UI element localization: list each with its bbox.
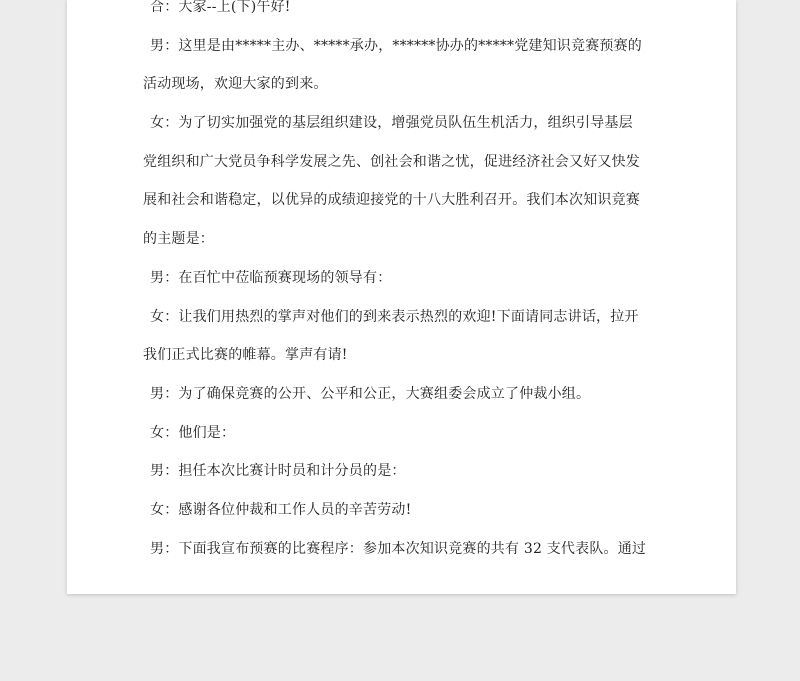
text-line: 我们正式比赛的帷幕。掌声有请!: [143, 347, 348, 364]
document-body: [143, 0, 663, 568]
text-line: 的主题是：: [143, 231, 214, 248]
text-line: 男：这里是由*****主办、*****承办，******协办的*****党建知识竞赛预赛的: [150, 37, 642, 54]
text-line: 女：他们是：: [150, 424, 236, 441]
text-line: 男：在百忙中莅临预赛现场的领导有：: [150, 269, 392, 286]
text-line: 男：为了确保竞赛的公开、公平和公正，大赛组委会成立了仲裁小组。: [150, 385, 591, 402]
text-line: 男：下面我宣布预赛的比赛程序：参加本次知识竞赛的共有 32 支代表队。通过: [150, 540, 647, 557]
text-line: 展和社会和谐稳定，以优异的成绩迎接党的十八大胜利召开。我们本次知识竞赛: [143, 192, 640, 209]
text-line: 男：担任本次比赛计时员和计分员的是：: [150, 463, 406, 480]
text-line: 女：让我们用热烈的掌声对他们的到来表示热烈的欢迎!下面请同志讲话，拉开: [150, 308, 639, 325]
text-line: 女：感谢各位仲裁和工作人员的辛苦劳动!: [150, 501, 412, 518]
document-page: [67, 0, 736, 594]
text-line: 合：大家--上(下)午好!: [150, 0, 291, 15]
text-line: 活动现场，欢迎大家的到来。: [143, 76, 328, 93]
text-line: 党组织和广大党员争科学发展之先、创社会和谐之忧，促进经济社会又好又快发: [143, 153, 640, 170]
text-line: 女：为了切实加强党的基层组织建设，增强党员队伍生机活力，组织引导基层: [150, 115, 633, 132]
